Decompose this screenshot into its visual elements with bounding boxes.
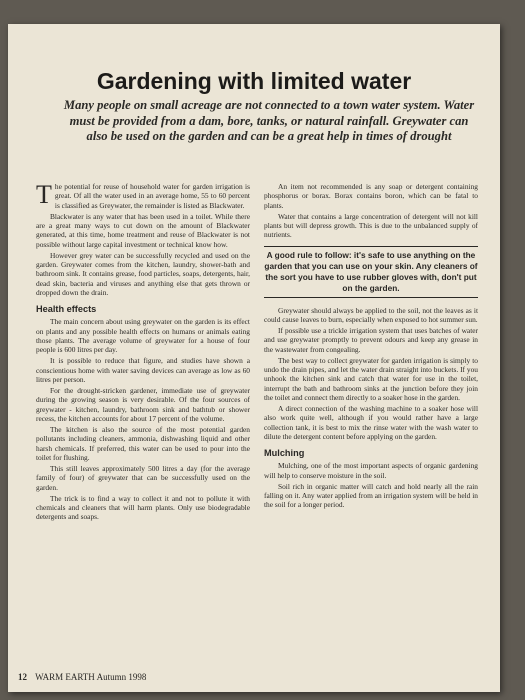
issue-date: Autumn 1998 [96,672,147,682]
paragraph: Blackwater is any water that has been used in a toilet. While there are a great many ways to cut down on the amount of Blackwater generated, at this time, home treatment and reuse of Blackwater is not possible without large capital investment or technical know how. [36,211,250,249]
article-title: Gardening with limited water [96,68,412,94]
magazine-page [8,24,500,692]
paragraph: Greywater should always be applied to the soil, not the leaves as it could cause leaves to burn, especially when exposed to hot summer sun. [264,305,478,324]
left-column [36,182,250,524]
paragraph: However grey water can be successfully recycled and used on the garden. Greywater comes from the kitchen, laundry, shower-bath and bathroom sink. It contains grease, food particles, soaps, detergents, hair, dead skin, bacteria and viruses and anything else that gets thrown or dropped down the drain. [36,250,250,297]
paragraph: For the drought-stricken gardener, immediate use of greywater during the growing season is very desirable. Of the four sources of greywater - kitchen, laundry, bathroom sink and bathtub or shower recess, the kitchen accounts for about 17 percent of the volume. [36,386,250,423]
paragraph: The kitchen is also the source of the most potential garden pollutants including cleaners, ammonia, dishwashing liquid and other harsh chemicals. If preferred, this water can be used to pour into the toilet for flushing. [36,425,250,462]
drop-cap: T [36,180,52,209]
intro-text: he potential for reuse of household water for garden irrigation is great. Of all the water used in an average home, 55 to 60 percent is classified as Greywater, the remainder is listed as Blackwater. [54,182,250,210]
paragraph: The main concern about using greywater on the garden is its effect on plants and any possible health effects on humans or animals eating those plants. The average volume of greywater for a house of four people is 600 litres per day. [36,317,250,354]
paragraph: An item not recommended is any soap or detergent containing phosphorus or borax. Borax contains boron, which can be fatal to plants. [264,182,478,210]
publication-name: WARM EARTH [35,672,95,682]
section-heading-health: Health effects [36,304,97,314]
section-heading-mulching: Mulching [264,448,305,458]
paragraph: Water that contains a large concentration of detergent will not kill plants but will depress growth. This is due to the unbalanced supply of nutrients. [264,211,478,240]
paragraph: Soil rich in organic matter will catch and hold nearly all the rain falling on it. Any water applied from an irrigation system will be held in the soil for a longer period. [264,481,478,510]
page-number: 12 [18,672,27,682]
paragraph: Mulching, one of the most important aspects of organic gardening will help to conserve moisture in the soil. [264,461,478,480]
page-footer [18,672,146,682]
intro-paragraph [36,182,250,210]
right-column [264,182,478,512]
paragraph: The best way to collect greywater for garden irrigation is simply to undo the drain pipes, and let the water drain straight into buckets. If you unhook the kitchen sink and catch that water for use in the toilet, interrupt the bath and bathroom sinks at the junction before they join the toilet and connect them directly to a soaker hose in the garden. [264,355,478,402]
paragraph: The trick is to find a way to collect it and not to pollute it with chemicals and cleaners that will harm plants. Only use biodegradable detergents and soaps. [36,493,250,522]
paragraph: If possible use a trickle irrigation system that uses batches of water and use greywater promptly to prevent odours and keep any grease in the wastewater from congealing. [264,326,478,354]
paragraph: This still leaves approximately 500 litres a day (for the average family of four) of greywater that can be successfully used on the garden. [36,464,250,492]
article-subtitle: Many people on small acreage are not connected to a town water system. Water must be provided from a dam, bore, tanks, or natural rainfall. Greywater can also be used on the garden and can be a great help in times of drought [63,98,475,144]
pull-quote: A good rule to follow: it's safe to use anything on the garden that you can use on your skin. Any cleaners of the sort you have to use rubber gloves with, don't put on the garden. [264,246,478,298]
paragraph: A direct connection of the washing machine to a soaker hose will also work quite well, although if you would rather have a large collection tank, it is best to mix the rinse water with the wash water to dilute the detergent content before applying on the garden. [264,404,478,441]
paragraph: It is possible to reduce that figure, and studies have shown a conscientious home with water saving devices can average as low as 60 litres per person. [36,356,250,384]
